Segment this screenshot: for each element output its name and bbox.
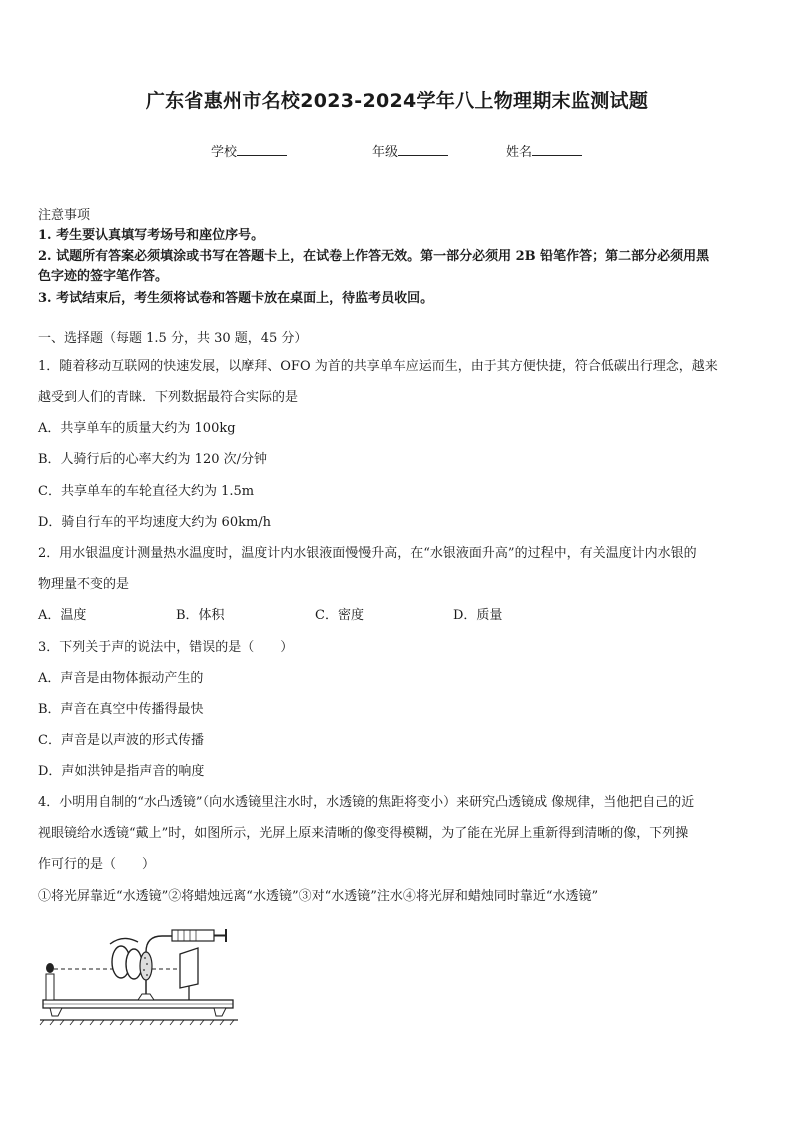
water-lens — [140, 952, 152, 980]
question-4-choices: ①将光屏靠近“水透镜”②将蜡烛远离“水透镜”③对“水透镜”注水④将光屏和蜡烛同时靠近“水透镜” — [38, 889, 599, 904]
question-1-option-b: B．人骑行后的心率大约为 120 次/分钟 — [38, 452, 268, 467]
question-3-option-c: C．声音是以声波的形式传播 — [38, 733, 204, 748]
question-2-option-b: B．体积 — [176, 608, 225, 623]
question-2-text: 物理量不变的是 — [38, 577, 130, 592]
notice-item: 1. 考生要认真填写考场号和座位序号。 — [38, 228, 265, 243]
question-4-text: 4．小明用自制的“水凸透镜”（向水透镜里注水时，水透镜的焦距将变小）来研究凸透镜成 像规律，当他把自己的近 — [38, 795, 695, 810]
section-heading: 一、选择题（每题 1.5 分，共 30 题，45 分） — [38, 331, 308, 346]
question-1-option-d: D．骑自行车的平均速度大约为 60km/h — [38, 515, 272, 530]
grade-label: 年级 — [372, 145, 399, 160]
grade-field — [372, 141, 448, 160]
name-blank[interactable] — [532, 143, 582, 156]
question-3-option-b: B．声音在真空中传播得最快 — [38, 702, 204, 717]
question-2-option-a: A．温度 — [38, 608, 87, 623]
question-4-text: 作可行的是（ ） — [38, 857, 156, 872]
candle-flame — [46, 963, 54, 973]
page-title: 广东省惠州市名校2023-2024学年八上物理期末监测试题 — [145, 90, 649, 112]
grade-blank[interactable] — [398, 143, 448, 156]
question-1-option-a: A．共享单车的质量大约为 100kg — [38, 421, 236, 436]
light-screen — [180, 948, 198, 988]
candle — [46, 974, 54, 1000]
question-3-option-d: D．声如洪钟是指声音的响度 — [38, 764, 205, 779]
school-blank[interactable] — [237, 143, 287, 156]
school-label: 学校 — [211, 145, 238, 160]
notice-item: 3. 考试结束后，考生须将试卷和答题卡放在桌面上，待监考员收回。 — [38, 291, 434, 306]
question-2-option-d: D．质量 — [453, 608, 503, 623]
question-3-text: 3．下列关于声的说法中，错误的是（ ） — [38, 640, 294, 655]
glasses-frame — [110, 938, 138, 944]
question-1-text: 1．随着移动互联网的快速发展，以摩拜、OFO 为首的共享单车应运而生，由于其方便快捷，符合低碳出行理念，越来 — [38, 359, 718, 374]
school-field — [211, 141, 287, 160]
question-4-text: 视眼镜给水透镜“戴上”时，如图所示，光屏上原来清晰的像变得模糊，为了能在光屏上重新得到清晰的像，下列操 — [38, 826, 689, 841]
notice-item: 2. 试题所有答案必须填涂或书写在答题卡上，在试卷上作答无效。第一部分必须用 2B 铅笔作答；第二部分必须用黑 — [38, 249, 710, 264]
name-field — [506, 141, 582, 160]
question-1-option-c: C．共享单车的车轮直径大约为 1.5m — [38, 484, 255, 499]
notice-item: 色字迹的签字笔作答。 — [38, 269, 169, 284]
question-2-option-c: C．密度 — [315, 608, 364, 623]
optics-experiment-figure — [38, 922, 248, 1026]
question-3-option-a: A．声音是由物体振动产生的 — [38, 671, 204, 686]
question-2-text: 2．用水银温度计测量热水温度时，温度计内水银液面慢慢升高，在“水银液面升高”的过程中，有关温度计内水银的 — [38, 546, 697, 561]
name-label: 姓名 — [506, 145, 533, 160]
question-1-text: 越受到人们的青睐．下列数据最符合实际的是 — [38, 390, 299, 405]
notice-heading: 注意事项 — [38, 208, 91, 223]
